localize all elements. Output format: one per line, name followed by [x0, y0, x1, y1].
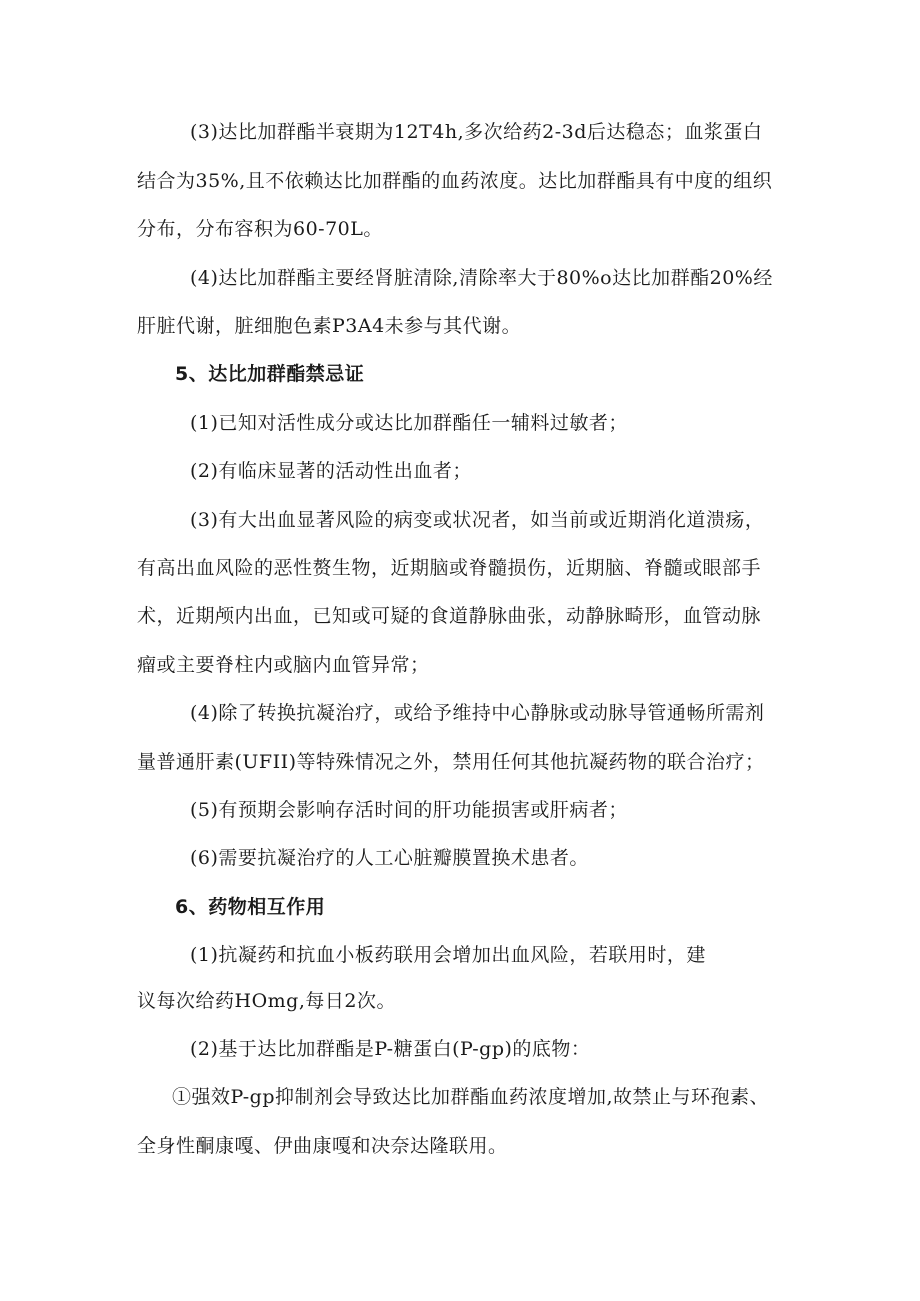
section-heading: 6、药物相互作用 [175, 896, 326, 918]
list-item: (6)需要抗凝治疗的人工心脏瓣膜置换术患者。 [190, 847, 589, 869]
list-item: (3)有大出血显著风险的病变或状况者，如当前或近期消化道溃疡， [190, 509, 765, 531]
paragraph-line: 术，近期颅内出血，已知或可疑的食道静脉曲张，动静脉畸形，血管动脉 [137, 605, 762, 627]
list-item: (1)已知对活性成分或达比加群酯任一辅料过敏者； [190, 412, 628, 434]
paragraph-line: 结合为35%,且不依赖达比加群酯的血药浓度。达比加群酯具有中度的组织 [137, 170, 773, 192]
paragraph-line: 瘤或主要脊柱内或脑内血管异常； [137, 654, 430, 676]
list-item: (4)除了转换抗凝治疗，或给予维持中心静脉或动脉导管通畅所需剂 [190, 702, 765, 724]
paragraph-line: 分布，分布容积为60-70L。 [137, 218, 383, 240]
list-item: (1)抗凝药和抗血小板药联用会增加出血风险，若联用时，建 [190, 944, 706, 966]
section-heading: 5、达比加群酯禁忌证 [175, 363, 365, 385]
paragraph-line: (3)达比加群酯半衰期为12T4h,多次给药2-3d后达稳态；血浆蛋白 [190, 121, 763, 143]
paragraph-line: 议每次给药HOmg,每日2次。 [137, 990, 396, 1012]
paragraph-line: (4)达比加群酯主要经肾脏清除,清除率大于80%o达比加群酯20%经 [190, 267, 773, 289]
paragraph-line: 肝脏代谢，脏细胞色素P3A4未参与其代谢。 [137, 315, 522, 337]
list-item: (2)有临床显著的活动性出血者； [190, 460, 472, 482]
paragraph-line: 全身性酮康嘎、伊曲康嘎和决奈达隆联用。 [137, 1135, 508, 1157]
paragraph-line: 量普通肝素(UFII)等特殊情况之外，禁用任何其他抗凝药物的联合治疗； [137, 751, 765, 773]
paragraph-line: 有高出血风险的恶性赘生物，近期脑或脊髓损伤，近期脑、脊髓或眼部手 [137, 557, 762, 579]
list-item: (5)有预期会影响存活时间的肝功能损害或肝病者； [190, 799, 628, 821]
list-item: ①强效P-gp抑制剂会导致达比加群酯血药浓度增加,故禁止与环孢素、 [172, 1086, 770, 1108]
list-item: (2)基于达比加群酯是P-糖蛋白(P-gp)的底物： [190, 1038, 591, 1060]
